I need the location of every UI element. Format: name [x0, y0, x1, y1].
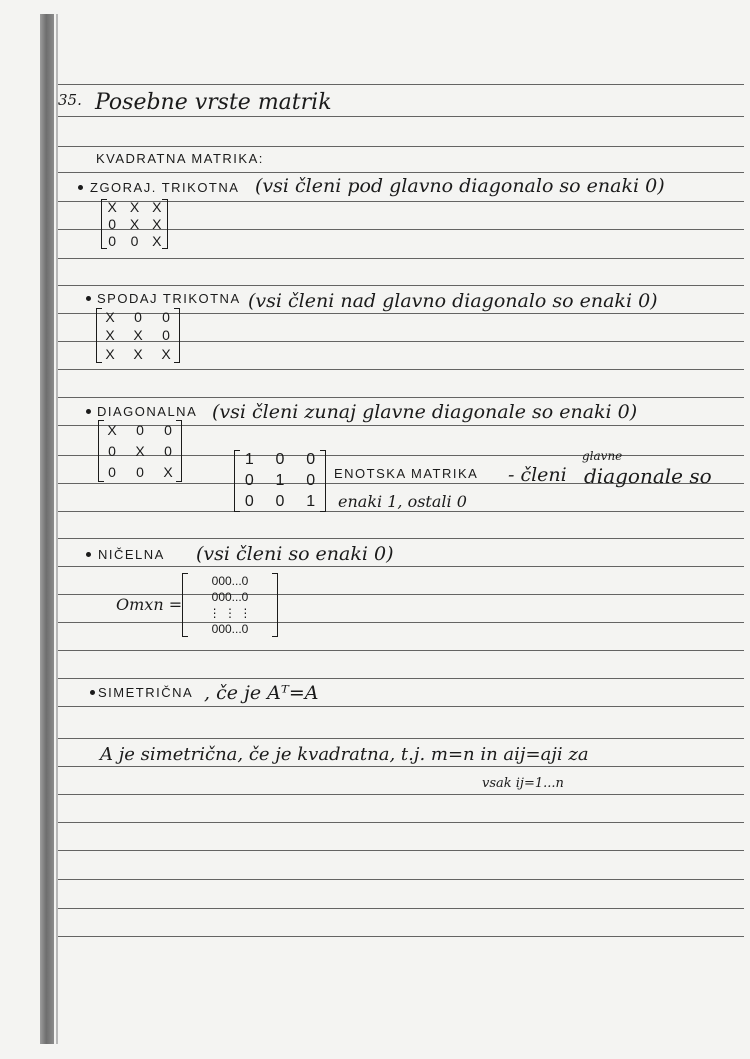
section-number: 35. [58, 91, 82, 109]
matrix-entry: 1 [244, 451, 254, 469]
lower-triangular-note: (vsi členi nad glavno diagonalo so enaki 0) [248, 290, 658, 312]
matrix-entry: 0 [136, 422, 144, 439]
ruled-line [58, 172, 744, 173]
matrix-entry: 0 [108, 232, 117, 249]
bullet [86, 296, 91, 301]
bullet [86, 552, 91, 557]
ruled-line [58, 706, 744, 707]
lower-triangular-matrix [96, 308, 180, 363]
matrix-entry: 0 [164, 442, 172, 459]
matrix-entry: 1 [275, 471, 285, 489]
matrix-entry: 0 [306, 471, 316, 489]
matrix-entry: 0 [130, 232, 139, 249]
ruled-line [58, 650, 744, 651]
symmetric-definition: A je simetrična, če je kvadratna, t.j. m=n in aij=aji za [100, 744, 589, 765]
zero-matrix [182, 573, 278, 637]
upper-triangular-name: ZGORAJ. TRIKOTNA [90, 180, 240, 195]
ruled-line [58, 146, 744, 147]
ruled-line [58, 738, 744, 739]
matrix-entry: X [152, 232, 162, 249]
page-title: Posebne vrste matrik [95, 90, 332, 115]
ruled-line [58, 822, 744, 823]
matrix-entry: 0 [244, 492, 254, 510]
matrix-entry: 0 [162, 327, 170, 344]
identity-text-a: - členi [508, 464, 567, 486]
symmetric-name: SIMETRIČNA [98, 685, 194, 700]
matrix-entry: X [133, 327, 143, 344]
matrix-entry: 1 [306, 492, 316, 510]
zero-matrix-note: (vsi členi so enaki 0) [196, 543, 394, 565]
matrix-entry: X [163, 463, 173, 480]
ruled-line [58, 538, 744, 539]
matrix-entry: 0 [164, 422, 172, 439]
upper-triangular-matrix [101, 199, 168, 249]
matrix-entry: X [105, 345, 115, 362]
ruled-line [58, 511, 744, 512]
matrix-entry: 0 [275, 492, 285, 510]
matrix-entry: X [107, 199, 117, 216]
lower-triangular-name: SPODAJ TRIKOTNA [97, 291, 241, 306]
matrix-entry: 0 [108, 215, 117, 232]
matrix-entry: 0 [108, 463, 116, 480]
matrix-entry: X [161, 345, 171, 362]
matrix-row: 000...0 [211, 590, 249, 604]
matrix-entry: 0 [275, 451, 285, 469]
identity-text-b: diagonale so [584, 464, 712, 488]
binding-edge [56, 14, 58, 1044]
upper-triangular-note: (vsi členi pod glavno diagonalo so enaki 0) [255, 175, 665, 197]
identity-text-c: enaki 1, ostali 0 [338, 492, 467, 511]
ruled-line [58, 622, 744, 623]
ruled-line [58, 566, 744, 567]
ruled-line [58, 794, 744, 795]
zero-matrix-symbol: Omxn = [116, 595, 183, 614]
symmetric-condition: , če je Aᵀ=A [204, 682, 319, 704]
ruled-line [58, 766, 744, 767]
ruled-line [58, 936, 744, 937]
zero-matrix-name: NIČELNA [98, 547, 165, 562]
matrix-entry: 0 [108, 442, 116, 459]
matrix-entry: 0 [134, 309, 142, 326]
matrix-entry: X [129, 215, 140, 232]
matrix-entry: X [105, 327, 115, 344]
matrix-entry: X [133, 345, 143, 362]
diagonal-note: (vsi členi zunaj glavne diagonale so enaki 0) [212, 401, 638, 423]
matrix-entry: 0 [162, 309, 170, 326]
ruled-line [58, 258, 744, 259]
diagonal-matrix [98, 420, 182, 482]
matrix-entry: X [105, 309, 115, 326]
ruled-line [58, 908, 744, 909]
bullet [78, 185, 83, 190]
matrix-row: 000...0 [211, 622, 249, 636]
ruled-line [58, 84, 744, 85]
matrix-entry: X [152, 199, 162, 216]
ruled-line [58, 116, 744, 117]
spiral-binding [40, 14, 54, 1044]
diagonal-name: DIAGONALNA [97, 404, 198, 419]
bullet [90, 690, 95, 695]
matrix-row: ⋮ ⋮ ⋮ [208, 606, 252, 620]
identity-superscript: glavne [582, 449, 623, 463]
ruled-line [58, 285, 744, 286]
matrix-entry: X [152, 215, 162, 232]
identity-matrix [234, 450, 326, 512]
symmetric-definition-indices: vsak ij=1...n [482, 776, 564, 791]
matrix-entry: X [107, 422, 117, 439]
ruled-line [58, 369, 744, 370]
matrix-entry: X [129, 199, 140, 216]
matrix-row: 000...0 [211, 574, 249, 588]
matrix-entry: 0 [244, 471, 254, 489]
matrix-entry: X [135, 442, 145, 459]
ruled-line [58, 850, 744, 851]
ruled-line [58, 397, 744, 398]
ruled-line [58, 678, 744, 679]
bullet [86, 409, 91, 414]
identity-label: ENOTSKA MATRIKA [334, 466, 479, 481]
matrix-entry: 0 [306, 451, 316, 469]
heading-square-matrix: KVADRATNA MATRIKA: [96, 151, 264, 166]
matrix-entry: 0 [136, 463, 144, 480]
ruled-line [58, 879, 744, 880]
